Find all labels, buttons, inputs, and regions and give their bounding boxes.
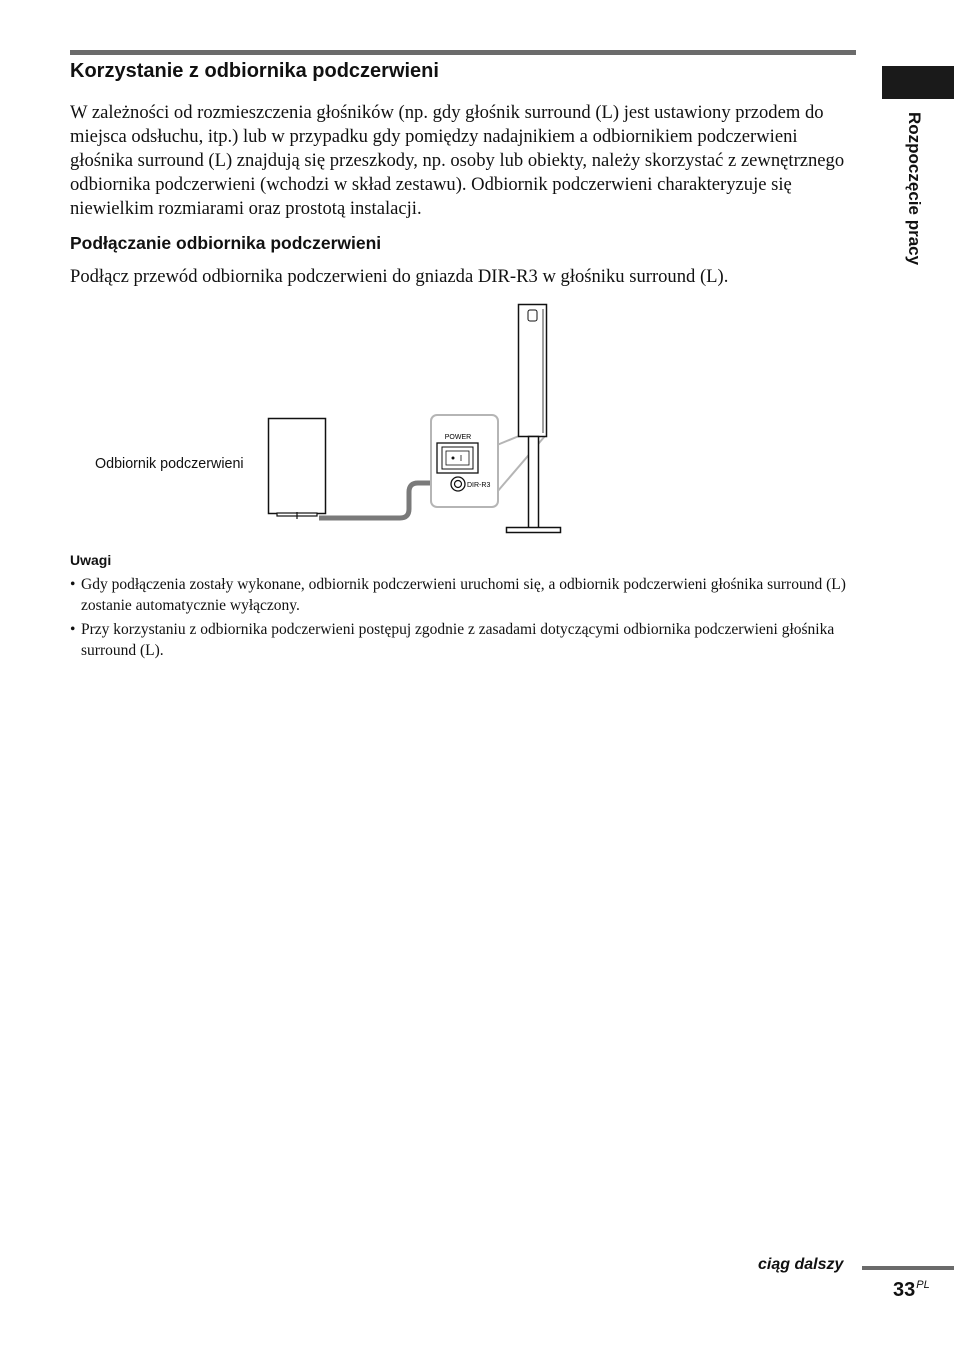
side-tab-marker <box>882 66 954 99</box>
intro-paragraph: W zależności od rozmieszczenia głośników (np. gdy głośnik surround (L) jest ustawiony przodem do miejsca odsłuchu, itp.) lub w przypadku gdy pomiędzy nadajnikiem a odbiornikiem podczerwieni głośnika surround (L) znajdują się przeszkody, np. osoby lub obiekty, należy skorzystać z zewnętrznego odbiornika podczerwieni (wchodzi w skład zestawu). Odbiornik podczerwieni charakteryzuje się niewielkim rozmiarami oraz prostotą instalacji. <box>70 102 845 219</box>
surround-speaker <box>507 305 561 533</box>
continued-label: ciąg dalszy <box>758 1256 844 1273</box>
note-item <box>70 619 850 661</box>
receiver-label: Odbiornik podczerwieni <box>95 456 244 472</box>
page-number <box>893 1279 930 1302</box>
callout-line <box>497 436 519 445</box>
bullet: • <box>70 621 76 638</box>
side-tab-label: Rozpoczęcie pracy <box>905 112 924 266</box>
ir-receiver <box>269 419 326 520</box>
continued-rule <box>862 1266 954 1270</box>
dir-r3-jack <box>451 477 465 491</box>
subsection-paragraph: Podłącz przewód odbiornika podczerwieni do gniazda DIR-R3 w głośniku surround (L). <box>70 266 729 287</box>
connection-diagram <box>90 300 570 540</box>
page-suffix: PL <box>916 1279 930 1291</box>
bullet: • <box>70 576 76 593</box>
top-rule <box>70 50 856 55</box>
subsection-title: Podłączanie odbiornika podczerwieni <box>70 233 382 253</box>
power-switch <box>437 443 478 473</box>
page-number-value: 33 <box>893 1279 916 1301</box>
power-label: POWER <box>444 434 472 441</box>
note-text: Przy korzystaniu z odbiornika podczerwieni postępuj zgodnie z zasadami dotyczącymi odbiornika podczerwieni głośnika surround (L). <box>81 621 835 659</box>
notes-title: Uwagi <box>70 552 112 568</box>
jack-label: DIR-R3 <box>467 482 491 489</box>
section-title: Korzystanie z odbiornika podczerwieni <box>70 60 439 82</box>
note-item <box>70 574 850 616</box>
notes-list <box>70 574 850 664</box>
note-text: Gdy podłączenia zostały wykonane, odbiornik podczerwieni uruchomi się, a odbiornik podczerwieni głośnika surround (L) zostanie automatycznie wyłączony. <box>81 576 846 614</box>
